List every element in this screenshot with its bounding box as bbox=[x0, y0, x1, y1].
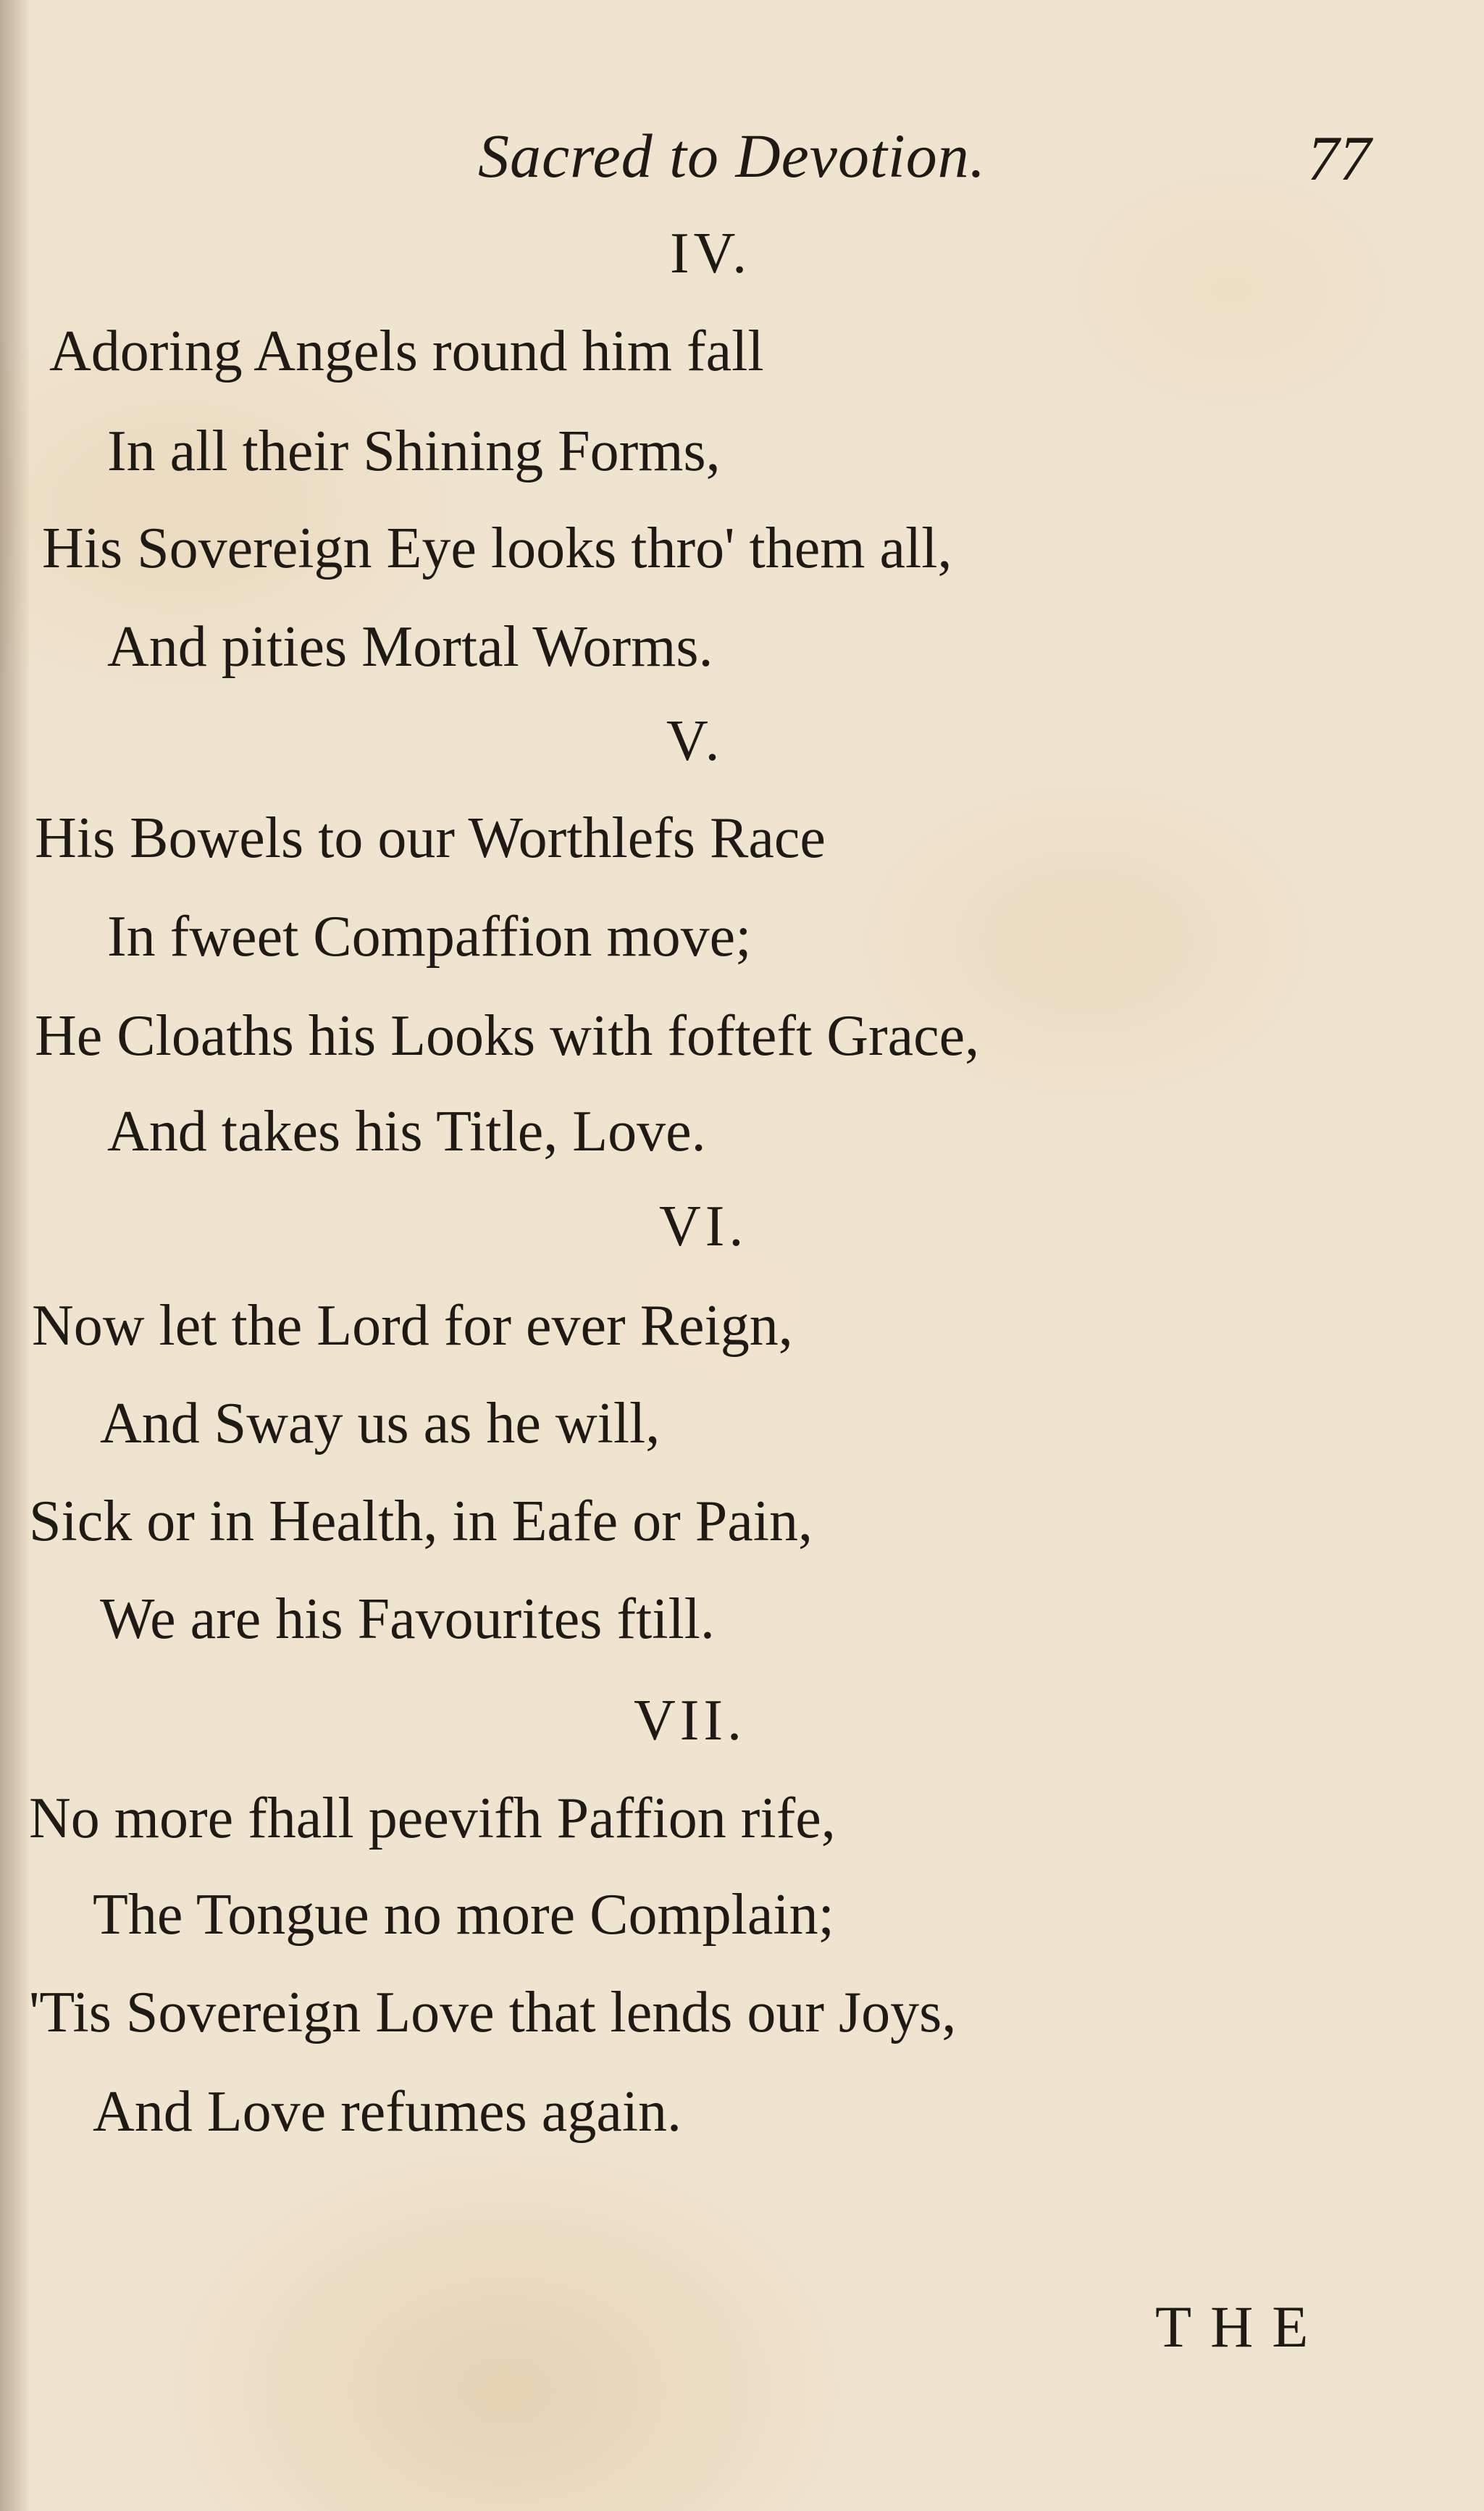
verse-line: No more fhall peevifh Paffion rife, bbox=[29, 1787, 836, 1850]
stanza-numeral: VII. bbox=[634, 1689, 747, 1752]
verse-line: Sick or in Health, in Eafe or Pain, bbox=[29, 1490, 813, 1553]
catchword: THE bbox=[1155, 2294, 1328, 2360]
verse-line: Adoring Angels round him fall bbox=[49, 319, 764, 383]
verse-line: His Bowels to our Worthlefs Race bbox=[35, 806, 826, 870]
running-title: Sacred to Devotion. bbox=[478, 121, 986, 191]
verse-line: The Tongue no more Complain; bbox=[93, 1883, 834, 1947]
verse-line: 'Tis Sovereign Love that lends our Joys, bbox=[29, 1981, 957, 2044]
verse-line: And Love refumes again. bbox=[93, 2080, 682, 2144]
verse-line: And takes his Title, Love. bbox=[107, 1100, 706, 1163]
page-number: 77 bbox=[1307, 124, 1371, 194]
stanza-numeral: V. bbox=[666, 709, 724, 773]
stanza-numeral: IV. bbox=[670, 222, 752, 285]
verse-line: And Sway us as he will, bbox=[100, 1392, 661, 1455]
verse-line: Now let the Lord for ever Reign, bbox=[32, 1294, 793, 1358]
verse-line: His Sovereign Eye looks thro' them all, bbox=[42, 517, 952, 580]
verse-line: He Cloaths his Looks with fofteft Grace, bbox=[35, 1004, 980, 1068]
stanza-numeral: VI. bbox=[659, 1195, 748, 1258]
page-left-edge bbox=[0, 0, 29, 2511]
page-header bbox=[0, 120, 1484, 199]
verse-line: In fweet Compaffion move; bbox=[107, 905, 752, 969]
verse-line: We are his Favourites ftill. bbox=[100, 1587, 715, 1651]
verse-line: And pities Mortal Worms. bbox=[107, 615, 713, 679]
verse-line: In all their Shining Forms, bbox=[107, 419, 721, 483]
